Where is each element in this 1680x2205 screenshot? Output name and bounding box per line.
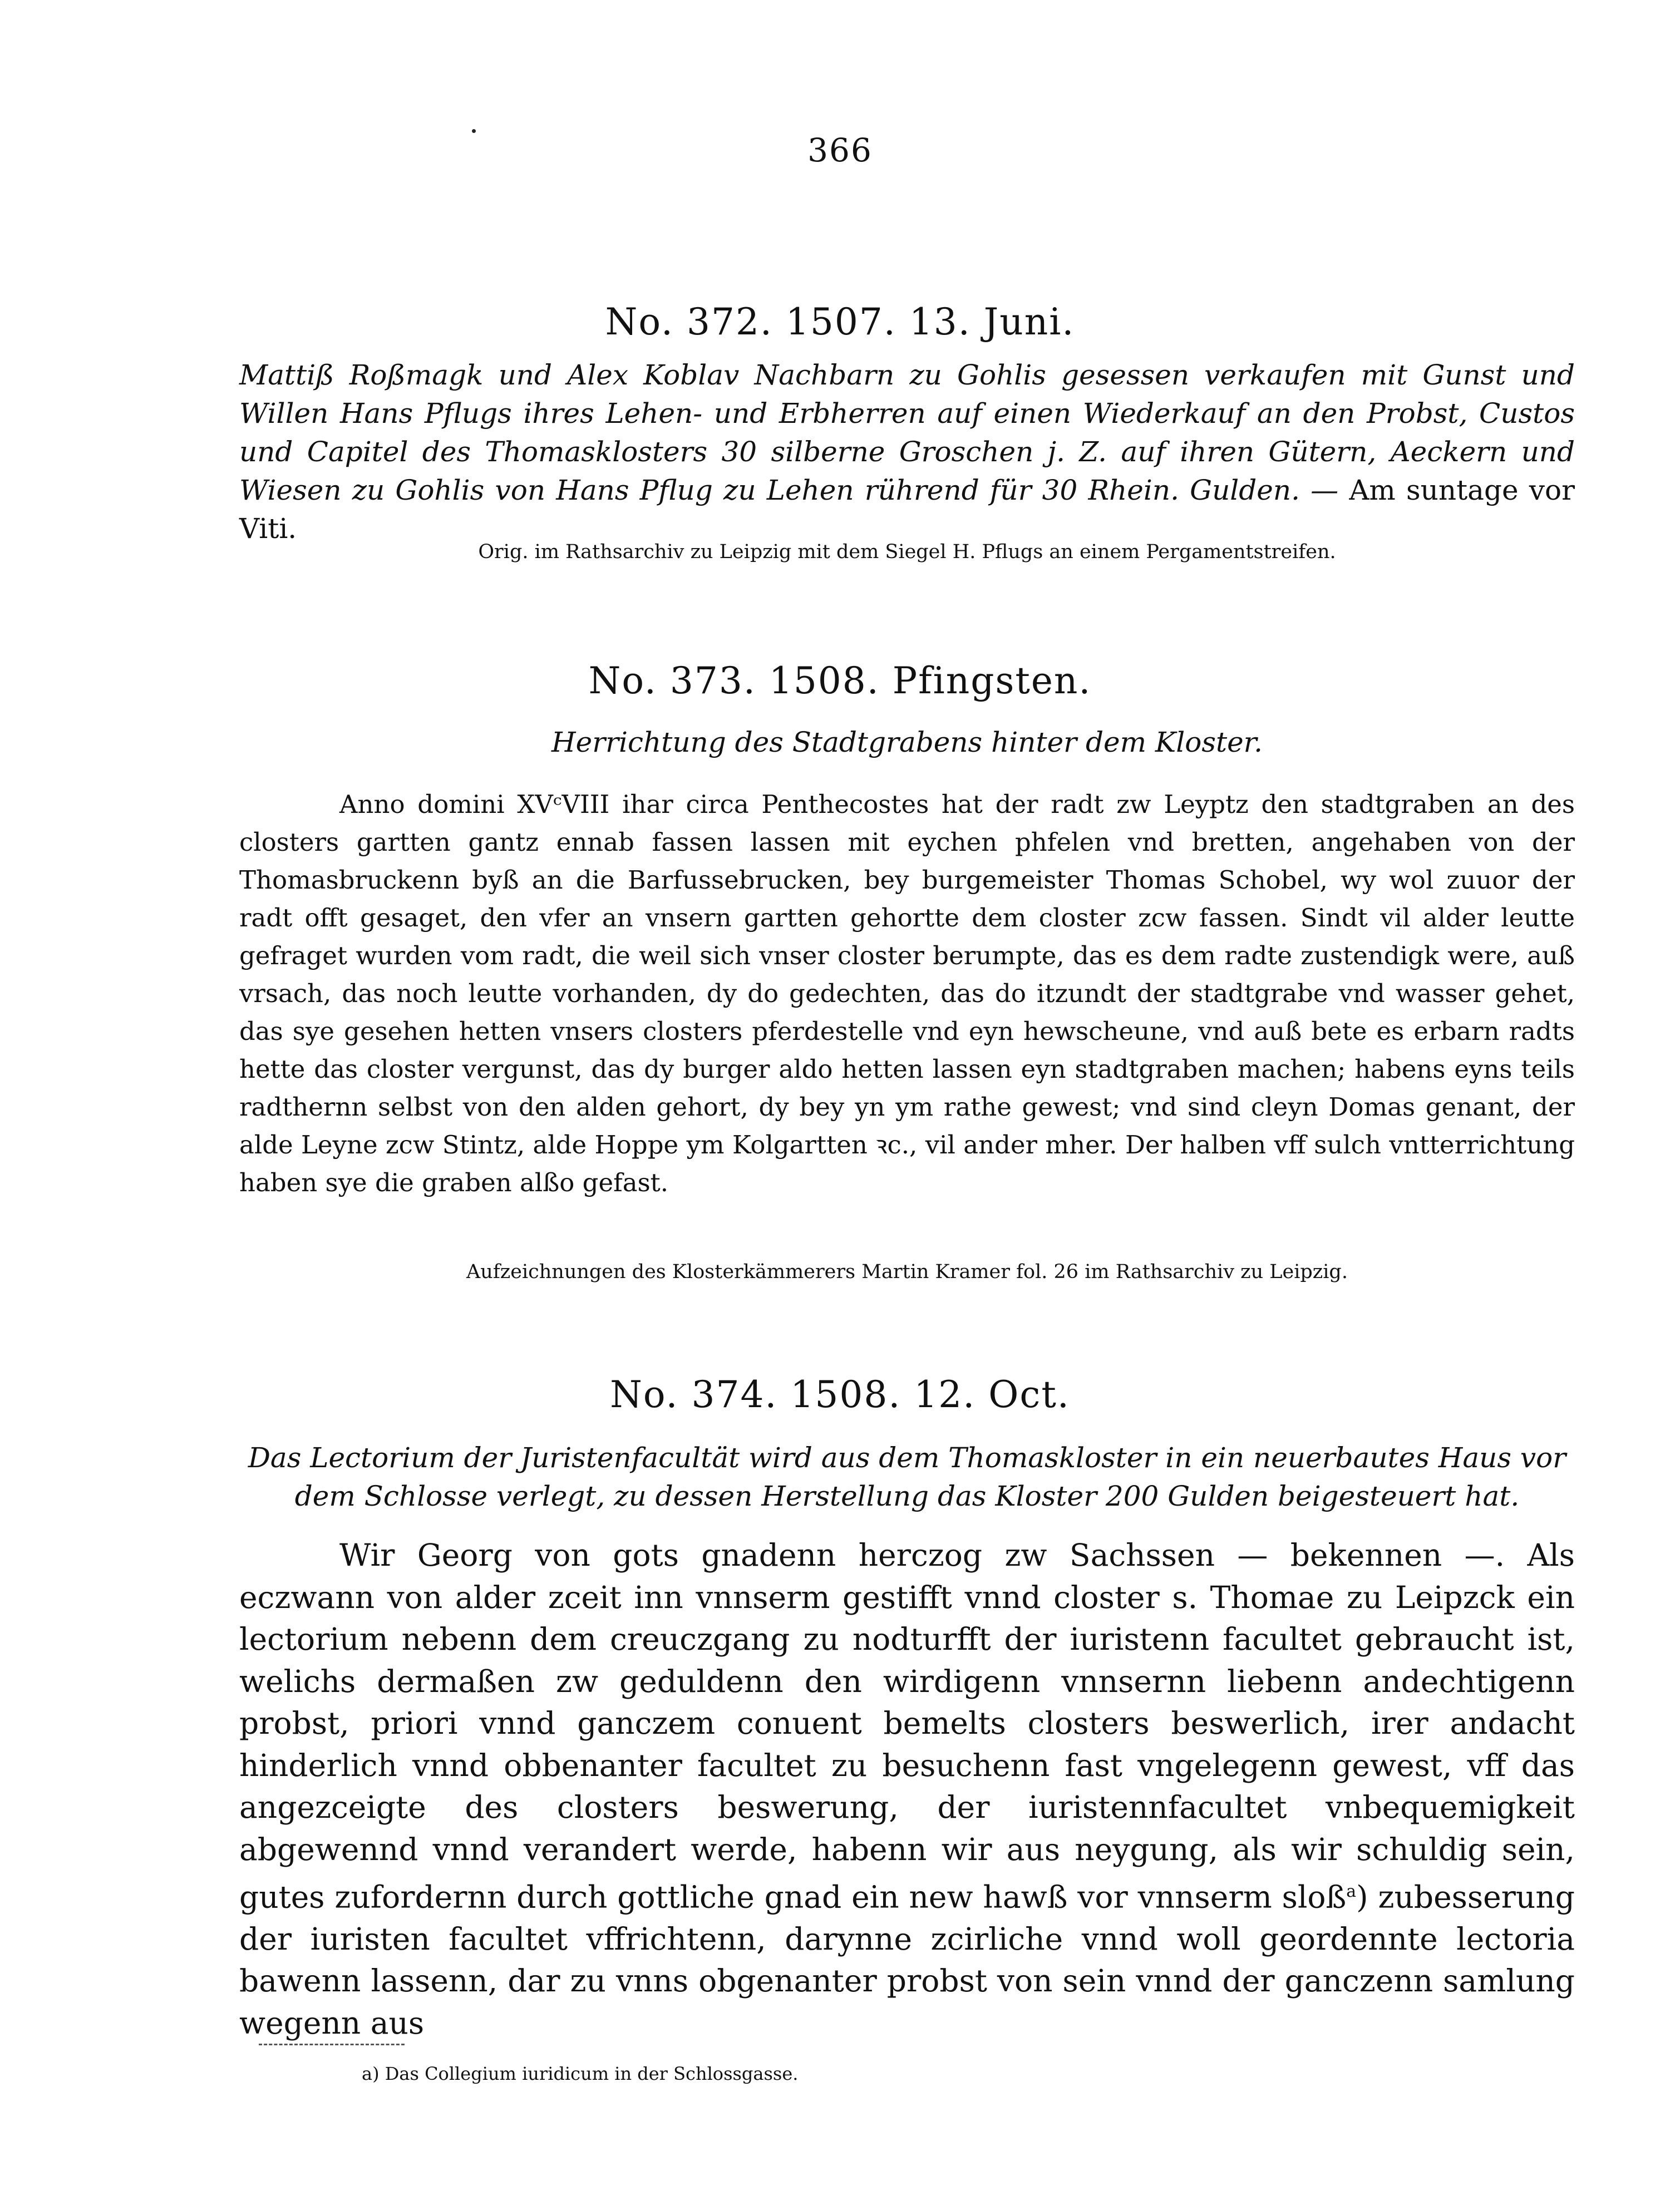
doc-372-source: Orig. im Rathsarchiv zu Leipzig mit dem Siegel H. Pflugs an einem Pergamentstreifen. — [478, 541, 1336, 563]
footnote-marker: a — [1346, 1882, 1357, 1901]
doc-372-date: Am suntage vor Viti. — [239, 474, 1575, 545]
doc-374-regest: Das Lectorium der Juristenfacultät wird aus dem Thomaskloster in ein neuerbautes Haus vor dem Schlosse verlegt, zu dessen Herstellung das Kloster 200 Gulden beigesteuert hat. — [248, 1442, 1566, 1512]
doc-374-text — [239, 1535, 1575, 2044]
footnote: a) Das Collegium iuridicum in der Schlossgasse. — [362, 2063, 799, 2084]
doc-372-heading: No. 372. 1507. 13. Juni. — [605, 300, 1075, 343]
doc-373-text — [239, 786, 1575, 1202]
doc-373-regest: Herrichtung des Stadtgrabens hinter dem Kloster. — [551, 726, 1263, 758]
page-number: 366 — [807, 131, 873, 169]
footnote-separator — [259, 2044, 405, 2045]
doc-372-regest-text: Mattiß Roßmagk und Alex Koblav Nachbarn zu Gohlis gesessen verkaufen mit Gunst und Willen Hans Pflugs ihres Lehen- und Erbherren auf einen Wiederkauf an den Probst, Custos und Capitel des Thomasklosters 30 silberne Groschen j. Z. auf ihren Gütern, Aeckern und Wiesen zu Gohlis von Hans Pflug zu Lehen rührend für 30 Rhein. Gulden. — — [239, 359, 1575, 506]
doc-373-heading: No. 373. 1508. Pfingsten. — [588, 659, 1092, 702]
doc-374-heading: No. 374. 1508. 12. Oct. — [610, 1373, 1070, 1416]
doc-374-text-part-2: ) zubesserung der iuristen facultet vffrichtenn, darynne zcirliche vnnd woll geordennte lectoria bawenn lassenn, dar zu vnns obgenanter probst von sein vnnd der ganczenn samlung wegenn aus — [239, 1879, 1575, 2041]
doc-373-paragraph: Anno domini XVᶜVIII ihar circa Penthecostes hat der radt zw Leyptz den stadtgraben an des closters gartten gantz ennab fassen lassen mit eychen phfelen vnd bretten, angehaben von der Thomasbruckenn byß an die Barfussebrucken, bey burgemeister Thomas Schobel, wy wol zuuor der radt offt gesaget, den vfer an vnsern gartten gehortte dem closter zcw fassen. Sindt vil alder leutte gefraget wurden vom radt, die weil sich vnser closter berumpte, das es dem radte zustendigk were, auß vrsach, das noch leutte vorhanden, dy do gedechten, das do itzundt der stadtgrabe vnd wasser gehet, das sye gesehen hetten vnsers closters pferdestelle vnd eyn hewscheune, vnd auß bete es erbarn radts hette das closter vergunst, das dy burger aldo hetten lassen eyn stadtgraben machen; habens eyns teils radthernn selbst von den alden gehort, dy bey yn ym rathe gewest; vnd sind cleyn Domas genant, der alde Leyne zcw Stintz, alde Hoppe ym Kolgartten ꝛc., vil ander mher. Der halben vff sulch vntterrichtung haben sye die graben alßo gefast. — [239, 790, 1575, 1197]
doc-373-source: Aufzeichnungen des Klosterkämmerers Martin Kramer fol. 26 im Rathsarchiv zu Leipzig. — [466, 1261, 1348, 1283]
doc-372-regest — [239, 356, 1575, 548]
doc-374-paragraph — [239, 1535, 1575, 2044]
doc-374-text-part-1: Wir Georg von gots gnadenn herczog zw Sachssen — bekennen —. Als eczwann von alder zceit inn vnnserm gestifft vnnd closter s. Thomae zu Leipzck ein lectorium nebenn dem creuczgang zu nodturfft der iuristenn facultet gebraucht ist, welichs dermaßen zw geduldenn den wirdigenn vnnsernn liebenn andechtigenn probst, priori vnnd ganczem conuent bemelts closters beswerlich, irer andacht hinderlich vnnd obbenanter facultet zu besuchenn fast vngelegenn gewest, vff das angezceigte des closters beswerung, der iuristennfacultet vnbequemigkeit abgewennd vnnd verandert werde, habenn wir aus neygung, als wir schuldig sein, gutes zufordernn durch gottliche gnad ein new hawß vor vnnserm sloß — [239, 1537, 1575, 1915]
